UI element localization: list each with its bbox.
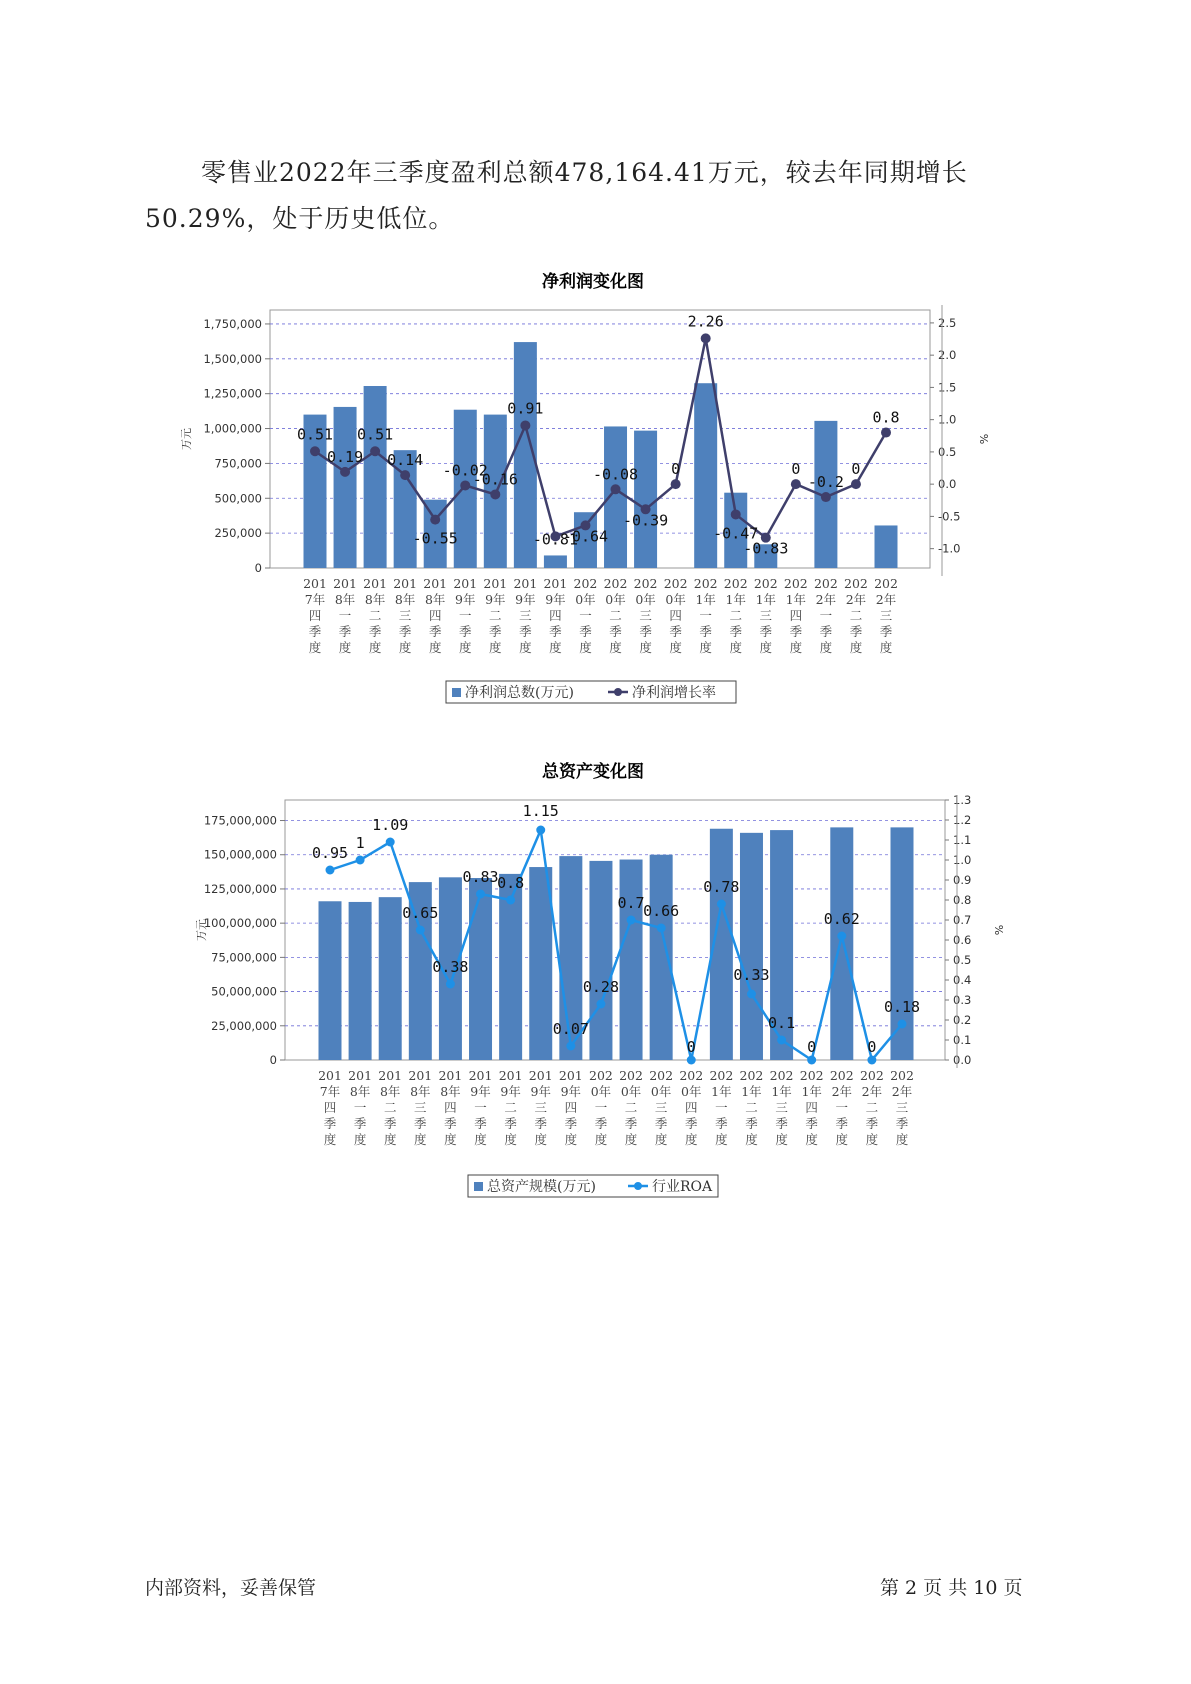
data-label: 1 (355, 834, 365, 852)
x-tick-label: 202 1年四季度 (783, 576, 808, 655)
y-tick-label: 100,000,000 (203, 916, 277, 931)
bar (589, 861, 612, 1060)
y-axis-label: 万元 (195, 919, 208, 941)
data-label: -0.16 (472, 470, 518, 489)
x-tick-label: 201 8年四季度 (423, 576, 448, 655)
x-tick-label: 201 9年三季度 (528, 1068, 553, 1147)
x-tick-label: 202 2年一季度 (829, 1068, 854, 1147)
x-tick-label: 202 1年三季度 (769, 1068, 794, 1147)
legend-line-label: 行业ROA (652, 1179, 713, 1195)
data-label: 0.07 (552, 1020, 589, 1038)
x-tick-label: 202 1年二季度 (739, 1068, 764, 1147)
data-label: 0.83 (462, 868, 499, 886)
data-label: -0.47 (713, 524, 759, 543)
x-tick-label: 202 2年三季度 (874, 576, 898, 655)
data-label: 0.1 (768, 1014, 796, 1032)
data-label: 0.51 (357, 425, 394, 444)
y2-tick-label: 1.0 (953, 853, 972, 867)
data-label: 0.7 (617, 894, 645, 912)
y-tick-label: 75,000,000 (211, 950, 277, 965)
line-point (416, 926, 425, 935)
chart-title: 净利润变化图 (542, 272, 644, 292)
line-point (506, 896, 515, 905)
x-tick-label: 201 7年四季度 (318, 1068, 342, 1147)
line-point (310, 446, 320, 456)
legend-bar-swatch (474, 1182, 483, 1191)
x-tick-label: 202 1年一季度 (693, 576, 718, 655)
bar (740, 833, 763, 1060)
net-profit-chart (0, 255, 1191, 715)
data-label: 1.09 (372, 816, 409, 834)
line-point (731, 509, 741, 519)
data-label: 0.14 (387, 451, 424, 470)
y2-tick-label: 0.2 (953, 1013, 972, 1027)
x-tick-label: 202 2年二季度 (844, 576, 868, 655)
y-tick-label: 250,000 (214, 526, 262, 541)
x-tick-label: 202 0年三季度 (633, 576, 658, 655)
data-label: 0.78 (703, 878, 740, 896)
x-tick-label: 202 0年一季度 (589, 1068, 613, 1147)
chart-title: 总资产变化图 (542, 762, 644, 782)
line-point (807, 1056, 816, 1065)
y2-tick-label: 1.3 (953, 793, 972, 807)
line-point (340, 467, 350, 477)
line-point (520, 420, 530, 430)
y-tick-label: 25,000,000 (211, 1018, 277, 1033)
line-point (687, 1056, 696, 1065)
y2-tick-label: 0.1 (953, 1033, 972, 1047)
data-label: -0.02 (442, 461, 488, 480)
line-point (536, 826, 545, 835)
legend-bar-label: 总资产规模(万元) (487, 1179, 596, 1195)
x-tick-label: 201 8年二季度 (378, 1068, 403, 1147)
y2-tick-label: 0.0 (953, 1053, 972, 1067)
x-tick-label: 201 8年一季度 (348, 1068, 373, 1147)
line-point (777, 1036, 786, 1045)
x-tick-label: 202 2年三季度 (890, 1068, 914, 1147)
x-tick-label: 201 9年二季度 (483, 576, 508, 655)
y2-tick-label: 0.0 (938, 477, 957, 492)
y2-tick-label: 2.0 (938, 348, 957, 363)
line-point (476, 890, 485, 899)
y2-axis-label: % (992, 924, 1005, 936)
y2-tick-label: 0.5 (938, 444, 957, 459)
data-label: -0.83 (743, 539, 789, 558)
legend-bar-swatch (452, 688, 461, 697)
line-point (851, 479, 861, 489)
y2-axis-label: % (977, 433, 990, 445)
data-label: 0 (867, 1038, 877, 1056)
y-tick-label: 50,000,000 (211, 984, 277, 999)
legend-line-marker (634, 1182, 642, 1190)
y-tick-label: 1,500,000 (203, 351, 262, 366)
legend (446, 681, 736, 703)
line-point (671, 479, 681, 489)
y2-tick-label: 0.7 (953, 913, 972, 927)
y-tick-label: 1,250,000 (203, 386, 262, 401)
data-label: -0.81 (532, 530, 578, 549)
line-point (566, 1042, 575, 1051)
data-label: 0 (686, 1038, 696, 1056)
y-axis-label: 万元 (180, 428, 193, 450)
legend (468, 1175, 718, 1197)
data-label: 0.62 (823, 910, 860, 928)
y-tick-label: 150,000,000 (203, 847, 277, 862)
bar (634, 431, 657, 568)
y-tick-label: 1,000,000 (203, 421, 262, 436)
x-tick-label: 201 9年四季度 (543, 576, 568, 655)
x-tick-label: 201 9年二季度 (498, 1068, 523, 1147)
line-point (326, 866, 335, 875)
line-point (400, 470, 410, 480)
x-tick-label: 202 0年四季度 (663, 576, 688, 655)
line-point (837, 932, 846, 941)
line-point (490, 489, 500, 499)
y2-tick-label: 1.5 (938, 380, 957, 395)
y-tick-label: 750,000 (214, 456, 262, 471)
y-tick-label: 125,000,000 (203, 881, 277, 896)
x-tick-label: 202 0年二季度 (619, 1068, 643, 1147)
y2-tick-label: 0.5 (953, 953, 972, 967)
x-tick-label: 201 8年三季度 (408, 1068, 433, 1147)
y2-tick-label: 0.3 (953, 993, 972, 1007)
x-tick-label: 201 9年三季度 (513, 576, 538, 655)
bar (334, 407, 357, 568)
line-point (370, 446, 380, 456)
data-label: -0.2 (807, 473, 844, 492)
data-label: 0.38 (432, 958, 469, 976)
legend-line-marker (614, 688, 622, 696)
bar (364, 386, 387, 568)
bar (617, 860, 645, 1060)
data-label: 0.91 (507, 399, 544, 418)
bar (379, 897, 402, 1060)
bar (544, 555, 567, 568)
x-tick-label: 202 2年一季度 (813, 576, 838, 655)
line-point (701, 333, 711, 343)
data-label: 0 (851, 460, 861, 479)
line-point (430, 515, 440, 525)
line-point (356, 856, 365, 865)
line-point (657, 924, 666, 933)
bar (875, 525, 898, 568)
legend-line-label: 净利润增长率 (632, 685, 716, 701)
data-label: 1.15 (522, 802, 559, 820)
x-tick-label: 202 1年一季度 (709, 1068, 734, 1147)
data-label: 0.18 (883, 998, 921, 1016)
data-label: 0 (791, 460, 801, 479)
line-point (596, 1000, 605, 1009)
line-point (386, 838, 395, 847)
line-point (717, 900, 726, 909)
x-tick-label: 201 7年四季度 (303, 576, 327, 655)
x-tick-label: 202 1年三季度 (753, 576, 778, 655)
line-point (821, 492, 831, 502)
x-tick-label: 202 1年四季度 (799, 1068, 824, 1147)
y2-tick-label: 1.2 (953, 813, 972, 827)
total-assets-chart-svg (0, 755, 1191, 1215)
bar (830, 827, 853, 1060)
y-tick-label: 0 (269, 1053, 277, 1067)
bar (349, 902, 372, 1060)
x-tick-label: 201 9年一季度 (453, 576, 478, 655)
x-tick-label: 202 1年二季度 (723, 576, 748, 655)
y2-tick-label: 0.6 (953, 933, 972, 947)
net-profit-chart-svg (0, 255, 1191, 715)
x-tick-label: 202 0年二季度 (603, 576, 628, 655)
y2-tick-label: 0.8 (953, 893, 972, 907)
data-label: -0.55 (412, 529, 458, 548)
x-tick-label: 202 0年三季度 (649, 1068, 674, 1147)
data-label: 0.33 (733, 966, 770, 984)
line-point (867, 1056, 876, 1065)
y-tick-label: 175,000,000 (203, 813, 277, 828)
line-point (611, 484, 621, 494)
x-tick-label: 201 9年四季度 (558, 1068, 583, 1147)
x-tick-label: 201 9年一季度 (468, 1068, 493, 1147)
legend-bar-label: 净利润总数(万元) (465, 685, 574, 701)
x-tick-label: 202 0年四季度 (679, 1068, 704, 1147)
data-label: -0.64 (562, 527, 609, 546)
bar (469, 878, 492, 1060)
data-label: 0.8 (872, 408, 900, 427)
x-tick-label: 202 2年二季度 (859, 1068, 884, 1147)
line-point (791, 479, 801, 489)
bar (319, 901, 342, 1060)
data-label: 0 (671, 460, 681, 479)
data-label: 0 (807, 1038, 817, 1056)
x-tick-label: 201 8年二季度 (363, 576, 388, 655)
y2-tick-label: -1.0 (938, 541, 961, 556)
line-point (898, 1020, 907, 1029)
summary-paragraph: 零售业2022年三季度盈利总额478,164.41万元，较去年同期增长50.29%，处于历史低位。 (145, 158, 968, 233)
data-label: 2.26 (687, 312, 724, 331)
line-point (747, 990, 756, 999)
y-tick-label: 500,000 (214, 491, 262, 506)
line-point (627, 916, 636, 925)
data-label: -0.39 (623, 511, 669, 530)
data-label: 0.8 (497, 874, 525, 892)
data-label: 0.95 (311, 844, 349, 862)
data-label: -0.08 (592, 465, 639, 484)
data-label: 0.66 (643, 902, 680, 920)
data-label: 0.19 (326, 447, 364, 466)
bar (650, 855, 673, 1060)
x-tick-label: 201 8年四季度 (438, 1068, 463, 1147)
y2-tick-label: 2.5 (938, 315, 957, 330)
line-point (460, 480, 470, 490)
line-point (446, 980, 455, 989)
data-label: 0.28 (582, 978, 620, 996)
y-tick-label: 1,750,000 (203, 316, 262, 331)
data-label: 0.65 (402, 904, 439, 922)
total-assets-chart (0, 755, 1191, 1215)
y2-tick-label: 1.0 (938, 412, 957, 427)
footer-page-number: 第 2 页 共 10 页 (880, 1577, 1023, 1599)
x-tick-label: 201 8年一季度 (333, 576, 357, 655)
y2-tick-label: 0.4 (953, 973, 972, 987)
y2-tick-label: -0.5 (938, 509, 961, 524)
footer-confidential: 内部资料，妥善保管 (145, 1577, 317, 1599)
data-label: 0.51 (296, 425, 334, 444)
y-tick-label: 0 (254, 561, 262, 575)
y2-tick-label: 0.9 (953, 873, 972, 887)
x-tick-label: 202 0年一季度 (573, 576, 598, 655)
y2-tick-label: 1.1 (953, 833, 972, 847)
line-point (881, 428, 891, 438)
x-tick-label: 201 8年三季度 (393, 576, 418, 655)
